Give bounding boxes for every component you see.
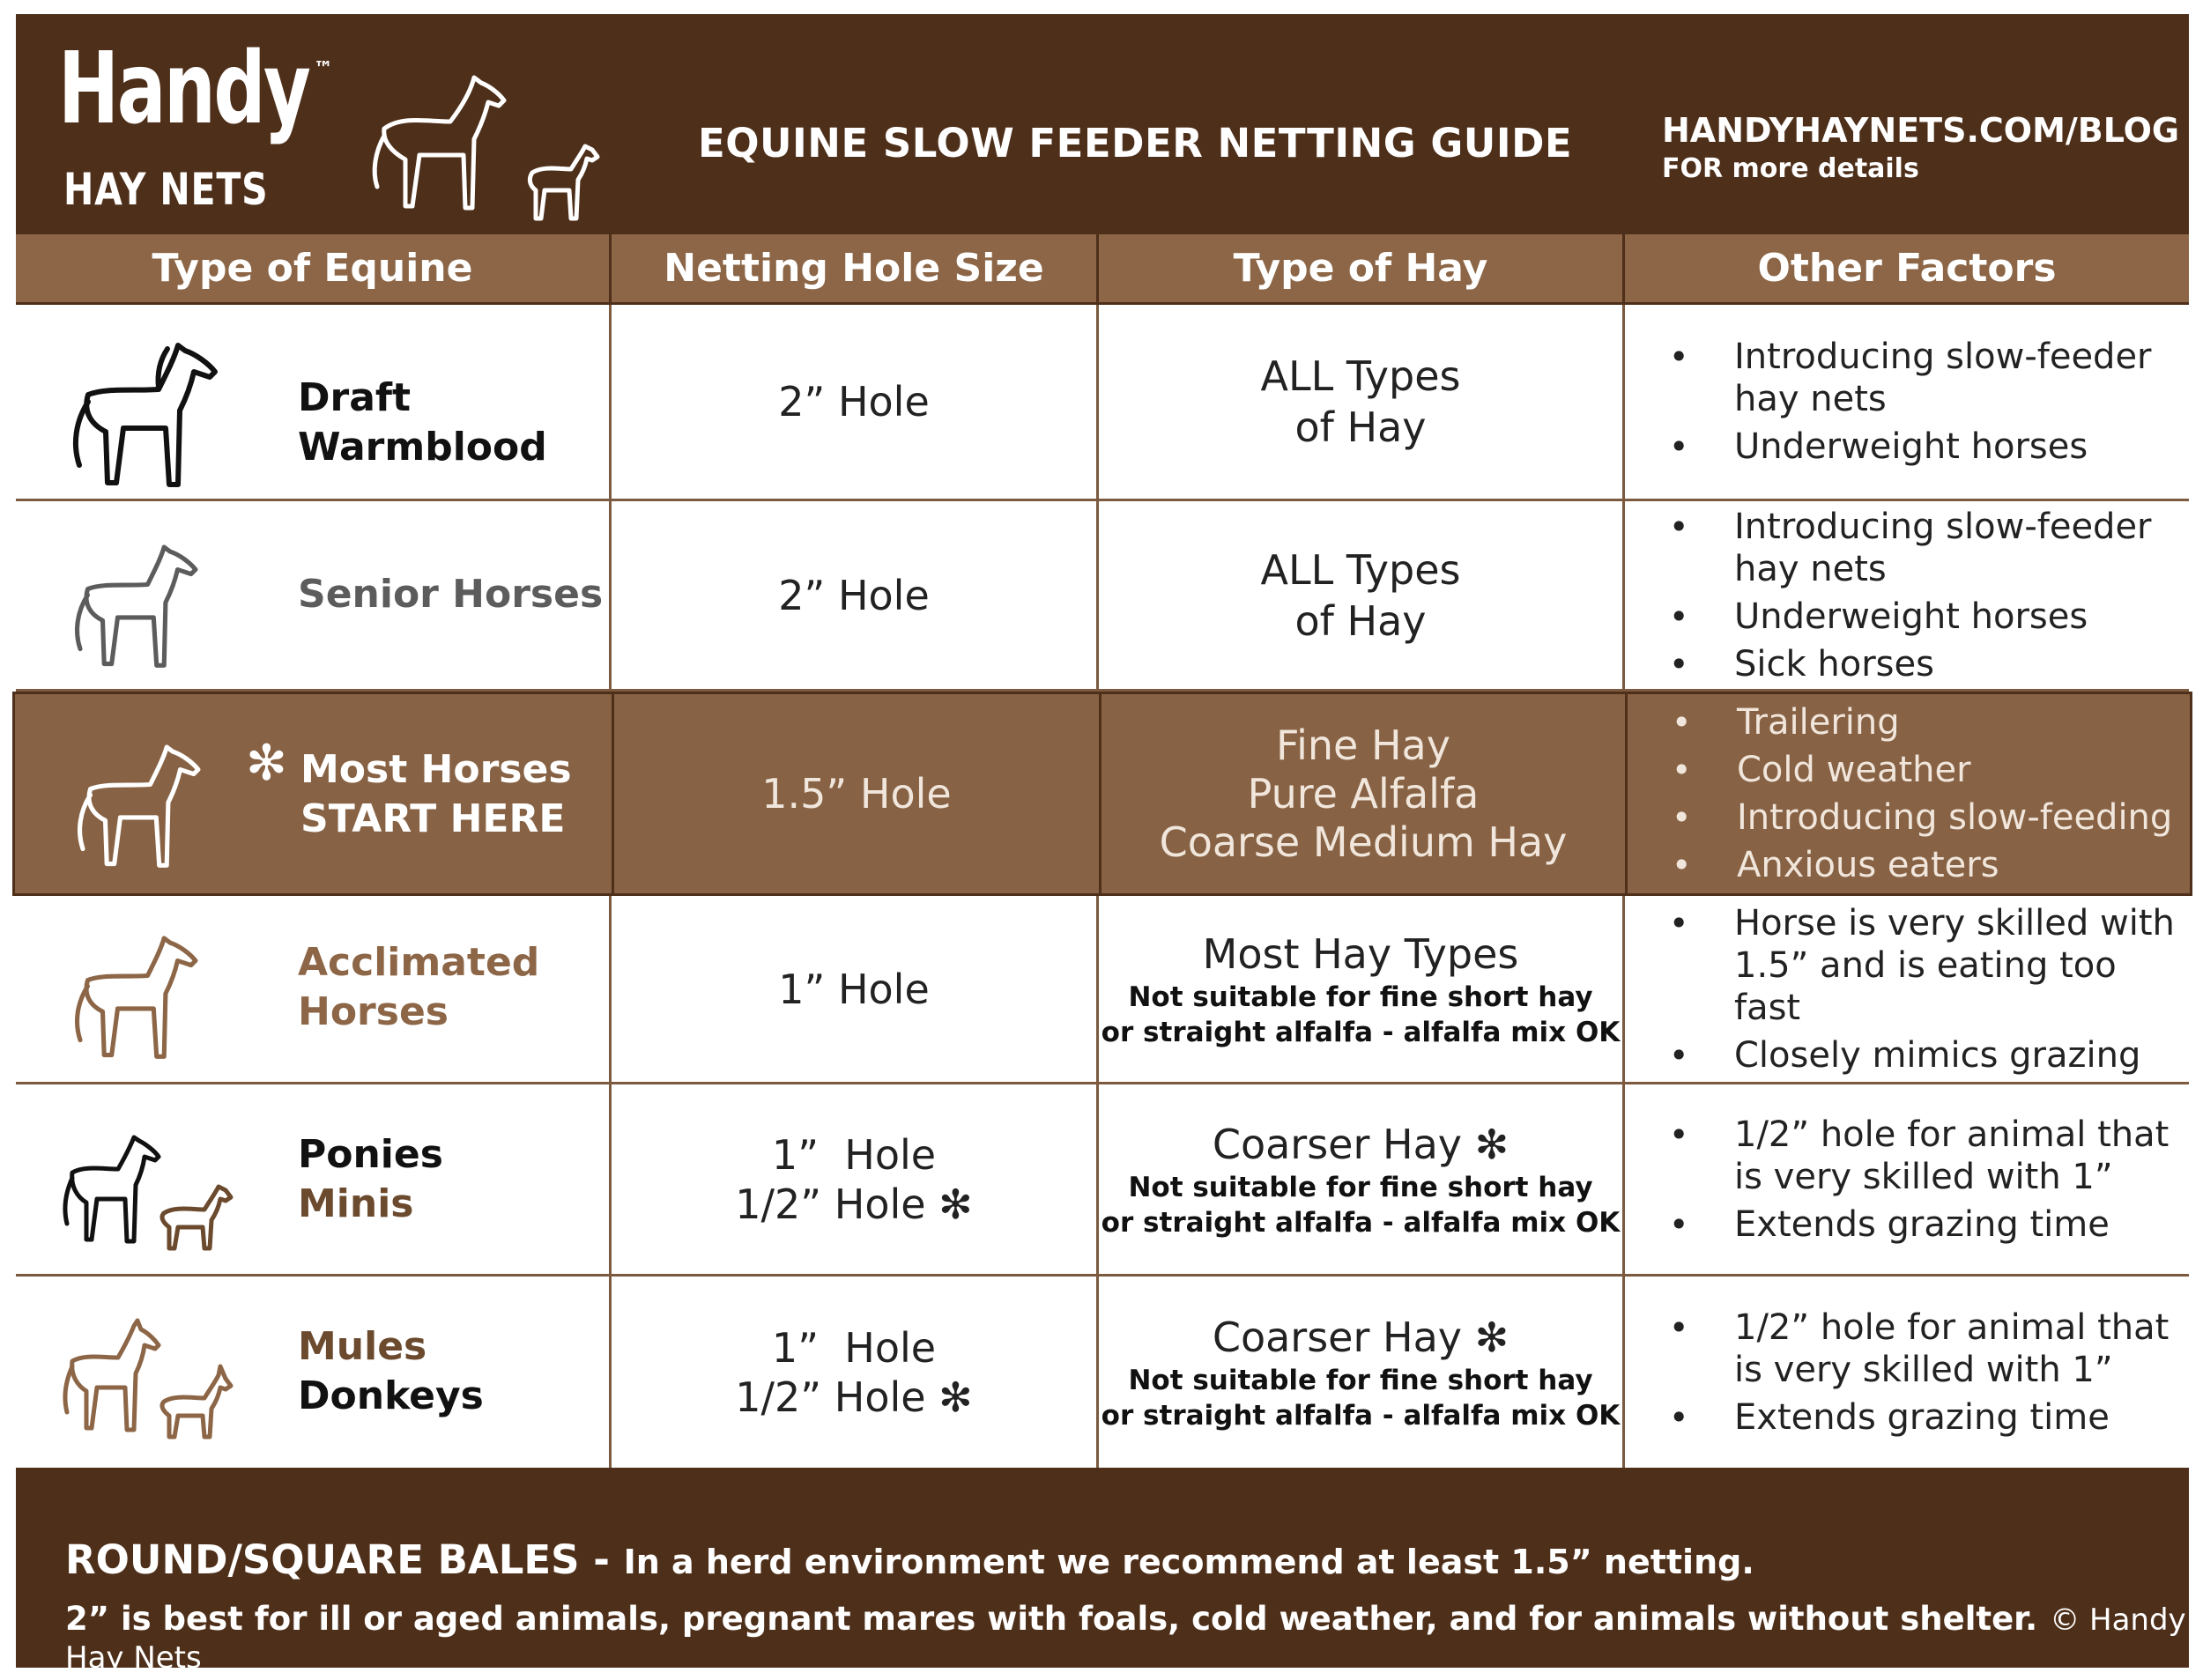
hay-type-cell <box>1099 305 1625 499</box>
factor-item: • Underweight horses <box>1669 426 2189 468</box>
equine-cell <box>16 1277 612 1468</box>
more-details-text: FOR more details <box>1662 153 1919 184</box>
hay-type: of Hay <box>1294 403 1427 451</box>
netting-table <box>16 305 2189 1468</box>
table-row-highlighted <box>12 692 2192 896</box>
factor-list <box>1669 1277 2189 1468</box>
hay-type-cell <box>1099 896 1625 1082</box>
other-factors-cell <box>1625 1277 2189 1468</box>
table-row <box>16 305 2189 501</box>
column-header-row <box>16 232 2189 305</box>
footer-bales-text: In a herd environment we recommend at least 1.5” netting. <box>623 1543 1754 1581</box>
equine-label <box>298 570 603 619</box>
factor-item: • Cold weather <box>1672 749 2172 791</box>
mule-and-donkey-icon <box>60 1317 271 1440</box>
equine-label <box>298 1322 484 1421</box>
pony-and-mini-icon <box>60 1129 271 1252</box>
hole-size: 1” Hole <box>771 1323 937 1372</box>
table-row <box>16 501 2189 692</box>
factor-list <box>1669 305 2189 499</box>
netting-guide <box>16 14 2189 1676</box>
handy-hay-nets-logo <box>58 32 349 226</box>
footer-2inch-text: 2” is best for ill or aged animals, pregnant mares with foals, cold weather, and for animals without shelter. <box>65 1600 2038 1638</box>
copyright-text: © Handy Hay Nets <box>65 1602 2186 1676</box>
factor-item: • Trailering <box>1672 701 2172 744</box>
hole-size: 2” Hole <box>778 571 930 619</box>
hay-type: ALL Types <box>1260 545 1461 594</box>
equine-cell <box>16 305 612 499</box>
factor-item: • Sick horses <box>1669 643 2189 685</box>
hay-type-cell <box>1099 501 1625 689</box>
footer-bales-note <box>65 1536 1754 1583</box>
factor-item: • Anxious eaters <box>1672 844 2172 886</box>
equine-cell <box>16 896 612 1082</box>
hay-note: Not suitable for fine short hay <box>1128 1171 1593 1203</box>
factor-item: • Extends grazing time <box>1669 1203 2189 1246</box>
table-row <box>16 1084 2189 1277</box>
equine-name-draft: Draft <box>298 375 412 420</box>
hay-type-cell <box>1102 694 1628 893</box>
factor-item: • 1/2” hole for animal that is very skilled with 1” <box>1669 1306 2189 1391</box>
equine-name-acclimated: Acclimated <box>298 940 540 985</box>
asterisk-icon: ✻ <box>246 735 287 792</box>
equine-name-warmblood: Warmblood <box>298 425 547 470</box>
hay-note: Not suitable for fine short hay <box>1128 1364 1593 1396</box>
factor-list <box>1669 501 2189 689</box>
hole-size-cell <box>612 1277 1099 1468</box>
other-factors-cell <box>1625 501 2189 689</box>
equine-label <box>298 1130 443 1229</box>
hole-size: 1” Hole <box>778 965 930 1013</box>
draft-horse-icon <box>62 337 238 495</box>
equine-name-mules: Mules <box>298 1324 427 1369</box>
column-header-hay: Type of Hay <box>1099 234 1625 302</box>
equine-name-senior: Senior Horses <box>298 572 604 617</box>
hay-type: of Hay <box>1294 596 1427 645</box>
other-factors-cell <box>1628 694 2192 893</box>
blog-url[interactable]: HANDYHAYNETS.COM/BLOG <box>1662 111 2180 150</box>
hay-type: Coarser Hay ✻ <box>1212 1313 1509 1361</box>
factor-list <box>1669 1084 2189 1274</box>
footer <box>16 1468 2189 1676</box>
hay-note: Not suitable for fine short hay <box>1128 981 1593 1013</box>
equine-cell <box>16 1084 612 1274</box>
page-title: EQUINE SLOW FEEDER NETTING GUIDE <box>698 120 1573 167</box>
equine-label <box>298 938 539 1037</box>
hole-size-cell <box>612 1084 1099 1274</box>
table-row <box>16 896 2189 1084</box>
column-header-hole-size: Netting Hole Size <box>612 234 1099 302</box>
equine-name-most-horses: Most Horses <box>300 747 572 792</box>
other-factors-cell <box>1625 896 2189 1082</box>
hay-note: or straight alfalfa - alfalfa mix OK <box>1101 1016 1621 1048</box>
senior-horse-icon <box>65 537 215 677</box>
equine-label <box>298 374 547 472</box>
footer-bales-heading: ROUND/SQUARE BALES - <box>65 1536 624 1583</box>
hole-size: 2” Hole <box>778 378 930 426</box>
factor-list <box>1669 896 2189 1082</box>
hole-size: 1/2” Hole ✻ <box>735 1373 973 1421</box>
other-factors-cell <box>1625 305 2189 499</box>
column-header-equine: Type of Equine <box>16 234 612 302</box>
logo-trademark: ™ <box>314 58 333 80</box>
hay-type: Pure Alfalfa <box>1247 769 1480 818</box>
hay-type: Most Hay Types <box>1202 929 1519 978</box>
column-header-other-factors: Other Factors <box>1757 246 2057 291</box>
equine-label <box>300 745 572 844</box>
factor-item: • 1/2” hole for animal that is very skilled with 1” <box>1669 1114 2189 1198</box>
hole-size: 1” Hole <box>771 1130 937 1179</box>
logo-hay-nets-text: HAY NETS <box>63 164 269 215</box>
other-factors-cell <box>1625 1084 2189 1274</box>
hay-type: Coarse Medium Hay <box>1159 818 1568 866</box>
logo-handy-text: Handy <box>58 32 309 146</box>
equine-cell <box>19 694 614 893</box>
factor-item: • Introducing slow-feeder hay nets <box>1669 506 2189 590</box>
factor-item: • Introducing slow-feeder hay nets <box>1669 336 2189 420</box>
hay-type: ALL Types <box>1260 352 1461 400</box>
hole-size-cell <box>614 694 1102 893</box>
hole-size: 1/2” Hole ✻ <box>735 1180 973 1228</box>
equine-name-minis: Minis <box>298 1181 414 1226</box>
hay-note: or straight alfalfa - alfalfa mix OK <box>1101 1206 1621 1239</box>
hay-note: or straight alfalfa - alfalfa mix OK <box>1101 1399 1621 1432</box>
factor-item: • Extends grazing time <box>1669 1396 2189 1439</box>
factor-item: • Horse is very skilled with 1.5” and is eating too fast <box>1669 902 2189 1029</box>
horse-and-foal-icon <box>367 67 605 226</box>
hay-type: Fine Hay <box>1276 721 1450 769</box>
header <box>16 14 2189 232</box>
factor-item: • Introducing slow-feeding <box>1672 796 2172 839</box>
horse-icon <box>68 736 218 877</box>
factor-item: • Closely mimics grazing <box>1669 1034 2189 1077</box>
hay-type-cell <box>1099 1277 1625 1468</box>
table-row <box>16 1277 2189 1468</box>
equine-cell <box>16 501 612 689</box>
hole-size-cell <box>612 896 1099 1082</box>
acclimated-horse-icon <box>65 928 215 1069</box>
equine-name-horses: Horses <box>298 989 449 1034</box>
footer-2inch-note <box>65 1600 2189 1676</box>
equine-name-donkeys: Donkeys <box>298 1373 484 1418</box>
hay-type: Coarser Hay ✻ <box>1212 1120 1509 1168</box>
factor-list <box>1672 694 2172 893</box>
factor-item: • Underweight horses <box>1669 596 2189 638</box>
equine-start-here: START HERE <box>300 796 566 841</box>
hole-size-cell <box>612 305 1099 499</box>
hole-size: 1.5” Hole <box>761 770 952 818</box>
equine-name-ponies: Ponies <box>298 1132 443 1177</box>
hole-size-cell <box>612 501 1099 689</box>
hay-type-cell <box>1099 1084 1625 1274</box>
